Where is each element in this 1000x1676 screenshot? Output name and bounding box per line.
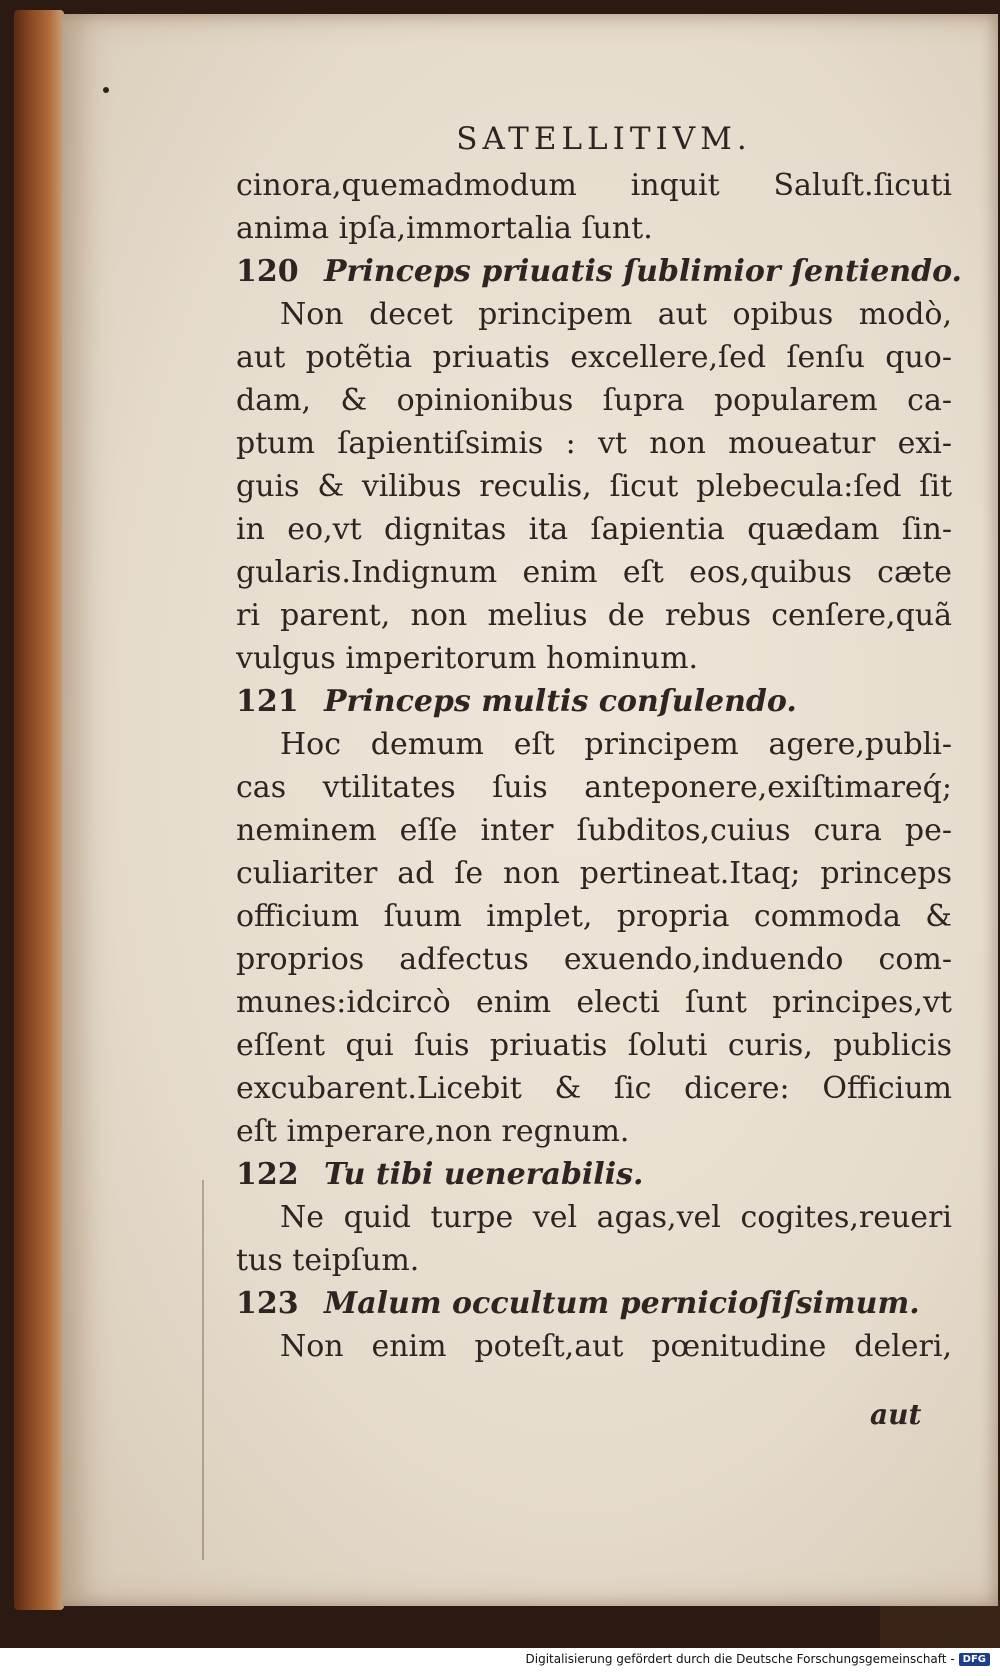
section-title: Malum occultum pernicioſiſsimum. [324, 1286, 920, 1321]
text-line: vulgus imperitorum hominum. [236, 641, 699, 676]
book-bottom-edge [880, 1600, 1000, 1648]
text-line: Hoc demum eſt principem agere,publi- [280, 727, 952, 762]
text-lines [236, 164, 962, 1368]
running-head: SATELLITIVM. [456, 121, 752, 157]
section-title: Princeps priuatis ſublimior ſentiendo. [324, 254, 962, 289]
text-line: Ne quid turpe vel agas,vel cogites,reueri [280, 1200, 952, 1235]
page-text-block [236, 114, 962, 1368]
section-number: 123 [236, 1286, 299, 1321]
section-title: Princeps multis conſulendo. [324, 684, 797, 719]
section-heading [236, 1153, 952, 1196]
section-heading [236, 1282, 952, 1325]
text-line: excubarent.Licebit & ſic dicere: Officium [236, 1071, 952, 1106]
text-line: eſſent qui ſuis priuatis ſoluti curis, publicis [236, 1028, 952, 1063]
text-line: gularis.Indignum enim eſt eos,quibus cæte [236, 555, 952, 590]
catchword: aut [870, 1398, 922, 1431]
text-line: officium ſuum implet, propria commoda & [236, 899, 952, 934]
page-gutter-crease [202, 1180, 204, 1560]
text-line: ptum ſapientiſsimis : vt non moueatur exi- [236, 426, 952, 461]
text-line: Non decet principem aut opibus modò, [280, 297, 952, 332]
section-heading [236, 680, 952, 723]
text-line: aut potẽtia priuatis excellere,ſed ſenſu quo- [236, 340, 952, 375]
text-line: eſt imperare,non regnum. [236, 1114, 630, 1149]
ink-speck [103, 87, 109, 93]
text-line: cas vtilitates ſuis anteponere,exiſtimareq́; [236, 770, 952, 805]
book-cover-edge [14, 10, 64, 1610]
text-line: neminem eſſe inter ſubditos,cuius cura pe- [236, 813, 952, 848]
text-line: Non enim poteſt,aut pœnitudine deleri, [280, 1329, 952, 1364]
section-number: 122 [236, 1157, 299, 1192]
text-line: munes:idcircò enim electi ſunt principes,vt [236, 985, 952, 1020]
section-number: 121 [236, 684, 299, 719]
text-line: proprios adfectus exuendo,induendo com- [236, 942, 952, 977]
text-line: culiariter ad ſe non pertineat.Itaq; princeps [236, 856, 952, 891]
text-line: dam, & opinionibus ſupra popularem ca- [236, 383, 952, 418]
section-title: Tu tibi uenerabilis. [324, 1157, 644, 1192]
section-number: 120 [236, 254, 299, 289]
text-line: cinora,quemadmodum inquit Saluſt.ſicuti [236, 168, 952, 203]
dfg-logo: DFG [959, 1653, 990, 1666]
text-line: ri parent, non melius de rebus cenſere,quã [236, 598, 952, 633]
text-line: tus teipſum. [236, 1243, 420, 1278]
text-line: guis & vilibus reculis, ſicut plebecula:ſed ſit [236, 469, 952, 504]
text-line: anima ipſa,immortalia ſunt. [236, 211, 653, 246]
section-heading [236, 250, 962, 293]
footer-credit-text: Digitalisierung gefördert durch die Deutsche Forschungsgemeinschaft - [525, 1652, 955, 1666]
text-line: in eo,vt dignitas ita ſapientia quædam ſin- [236, 512, 952, 547]
digitization-footer [526, 1652, 991, 1666]
